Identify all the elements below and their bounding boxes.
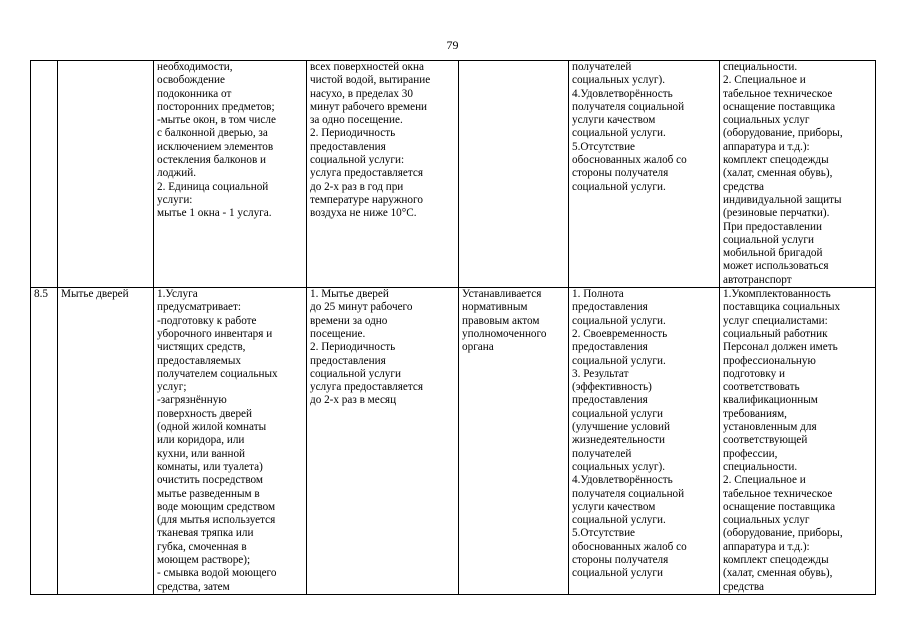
table-row (31, 288, 876, 595)
text-line: комплект спецодежды (723, 154, 829, 167)
text-line: При предоставлении (723, 220, 823, 233)
text-line: стороны получателя (572, 167, 669, 180)
cell-service-conditions (720, 288, 876, 595)
text-line: специальности. (723, 460, 798, 473)
text-line: подоконника от (157, 87, 232, 100)
text-line: 2. Единица социальной (157, 180, 269, 193)
text-line: -загрязнённую (157, 394, 227, 407)
text-line: посещение. (310, 327, 366, 340)
text-line: мобильной бригадой (723, 247, 823, 260)
text-line: (халат, сменная обувь), (723, 567, 833, 580)
text-line: температуре наружного (310, 193, 423, 206)
text-line: 3. Результат (572, 367, 629, 380)
text-line: 2. Специальное и (723, 74, 806, 87)
text-line: 5.Отсутствие (572, 527, 636, 540)
text-line: комплект спецодежды (723, 553, 829, 566)
text-line: предоставляемых (157, 354, 241, 367)
text-line: освобождение (157, 74, 225, 87)
text-line: социальных услуг (723, 114, 810, 127)
text-line: воздуха не ниже 10°С. (310, 207, 417, 220)
text-line: за одно посещение. (310, 114, 403, 127)
cell-service-content (154, 288, 307, 595)
text-line: услуга предоставляется (310, 167, 423, 180)
text-line: кухни, или ванной (157, 447, 246, 460)
text-line: - смывка водой моющего (157, 567, 277, 580)
text-line: поставщика социальных (723, 301, 841, 314)
text-line: средства, затем (157, 580, 230, 593)
text-line: 4.Удовлетворённость (572, 87, 673, 100)
text-line: социальной услуги. (572, 514, 666, 527)
text-line: соответствовать (723, 381, 800, 394)
text-line: до 2-х раз в месяц (310, 394, 397, 407)
text-line: стороны получателя (572, 553, 669, 566)
text-line: социальной услуги (310, 367, 401, 380)
text-line: подготовку и (723, 367, 785, 380)
cell-service-time (307, 61, 459, 288)
text-line: предоставления (310, 140, 386, 153)
text-line: Устанавливается (462, 288, 542, 301)
text-line: социальных услуг (723, 514, 810, 527)
cell-service-norm (459, 288, 569, 595)
text-line: предоставления (572, 341, 648, 354)
text-line: или коридора, или (157, 434, 245, 447)
text-line: предоставления (572, 301, 648, 314)
text-line: с балконной дверью, за (157, 127, 268, 140)
text-line: лоджий. (157, 167, 197, 180)
text-line: средства (723, 580, 765, 593)
text-line: профессиональную (723, 354, 816, 367)
text-line: 5.Отсутствие (572, 140, 636, 153)
text-line: до 2-х раз в год при (310, 180, 404, 193)
text-line: услуга предоставляется (310, 381, 423, 394)
text-line: услуг специалистами: (723, 314, 828, 327)
text-line: индивидуальной защиты (723, 193, 842, 206)
text-line: 4.Удовлетворённость (572, 474, 673, 487)
text-line: социальной услуги (572, 567, 663, 580)
text-line: установленным для (723, 421, 817, 434)
text-line: обоснованных жалоб со (572, 154, 687, 167)
text-line: -подготовку к работе (157, 314, 257, 327)
text-line: социальной услуги. (572, 127, 666, 140)
text-line: услуги: (157, 193, 193, 206)
text-line: оснащение поставщика (723, 100, 836, 113)
text-line: предусматривает: (157, 301, 241, 314)
text-line: жизнедеятельности (572, 434, 665, 447)
text-line: 1. Мытье дверей (310, 288, 389, 301)
text-line: услуги качеством (572, 114, 656, 127)
text-line: чистой водой, вытирание (310, 74, 431, 87)
text-line: комнаты, или туалета) (157, 460, 263, 473)
text-line: воде моющим средством (157, 500, 276, 513)
text-line: остекления балконов и (157, 154, 267, 167)
text-line: предоставления (310, 354, 386, 367)
text-line: органа (462, 341, 494, 354)
text-line: квалификационным (723, 394, 818, 407)
text-line: социальной услуги. (572, 314, 666, 327)
text-line: услуги качеством (572, 500, 656, 513)
text-line: средства (723, 180, 765, 193)
cell-service-quality (569, 61, 720, 288)
text-line: (резиновые перчатки). (723, 207, 830, 220)
text-line: тканевая тряпка или (157, 527, 254, 540)
text-line: (эффективность) (572, 381, 652, 394)
text-line: оснащение поставщика (723, 500, 836, 513)
text-line: профессии, (723, 447, 778, 460)
text-line: (для мытья используется (157, 514, 276, 527)
text-line: социальных услуг). (572, 74, 666, 87)
cell-service-norm (459, 61, 569, 288)
text-line: автотранспорт (723, 273, 792, 286)
text-line: (улучшение условий (572, 421, 670, 434)
page-number: 79 (446, 38, 459, 52)
text-line: (оборудование, приборы, (723, 527, 843, 540)
text-line: 2. Периодичность (310, 127, 396, 140)
text-line: -мытье окон, в том числе (157, 114, 276, 127)
text-line: предоставления (572, 394, 648, 407)
text-line: социальной услуги (723, 233, 814, 246)
text-line: исключением элементов (157, 140, 274, 153)
cell-service-name: Мытье дверей (58, 288, 154, 595)
text-line: мытье 1 окна - 1 услуга. (157, 207, 272, 220)
services-table (30, 60, 876, 595)
text-line: посторонних предметов; (157, 100, 275, 113)
text-line: требованиям, (723, 407, 787, 420)
text-line: насухо, в пределах 30 (310, 87, 413, 100)
cell-number (31, 61, 58, 288)
text-line: услуг; (157, 381, 187, 394)
text-line: нормативным (462, 301, 528, 314)
text-line: (оборудование, приборы, (723, 127, 843, 140)
text-line: (одной жилой комнаты (157, 421, 267, 434)
text-line: получателей (572, 447, 632, 460)
text-line: социальной услуги: (310, 154, 405, 167)
text-line: правовым актом (462, 314, 540, 327)
text-line: табельное техническое (723, 87, 833, 100)
text-line: мытье разведенным в (157, 487, 260, 500)
text-line: времени за одно (310, 314, 388, 327)
text-line: аппаратура и т.д.): (723, 140, 810, 153)
text-line: соответствующей (723, 434, 808, 447)
text-line: моющем растворе); (157, 553, 251, 566)
text-line: 1.Услуга (157, 288, 198, 301)
text-line: губка, смоченная в (157, 540, 247, 553)
text-line: получателя социальной (572, 100, 685, 113)
text-line: социальной услуги (572, 407, 663, 420)
cell-service-quality (569, 288, 720, 595)
text-line: табельное техническое (723, 487, 833, 500)
text-line: 1.Укомплектованность (723, 288, 831, 301)
cell-service-name (58, 61, 154, 288)
text-line: очистить посредством (157, 474, 263, 487)
text-line: аппаратура и т.д.): (723, 540, 810, 553)
cell-number: 8.5 (31, 288, 58, 595)
text-line: минут рабочего времени (310, 100, 428, 113)
text-line: чистящих средств, (157, 341, 246, 354)
cell-service-conditions (720, 61, 876, 288)
text-line: всех поверхностей окна (310, 61, 424, 73)
text-line: может использоваться (723, 260, 829, 273)
text-line: до 25 минут рабочего (310, 301, 413, 314)
text-line: 2. Своевременность (572, 327, 668, 340)
text-line: социальный работник (723, 327, 828, 340)
text-line: получателей (572, 61, 632, 73)
text-line: специальности. (723, 61, 798, 73)
text-line: социальной услуги. (572, 180, 666, 193)
text-line: 2. Специальное и (723, 474, 806, 487)
text-line: социальных услуг). (572, 460, 666, 473)
text-line: социальной услуги. (572, 354, 666, 367)
text-line: уполномоченного (462, 327, 547, 340)
text-line: необходимости, (157, 61, 233, 73)
text-line: обоснованных жалоб со (572, 540, 687, 553)
cell-service-time (307, 288, 459, 595)
text-line: 1. Полнота (572, 288, 624, 301)
text-line: (халат, сменная обувь), (723, 167, 833, 180)
text-line: уборочного инвентаря и (157, 327, 273, 340)
text-line: получателя социальной (572, 487, 685, 500)
text-line: Персонал должен иметь (723, 341, 838, 354)
text-line: получателем социальных (157, 367, 278, 380)
table-row (31, 61, 876, 288)
text-line: поверхность дверей (157, 407, 252, 420)
text-line: 2. Периодичность (310, 341, 396, 354)
cell-service-content (154, 61, 307, 288)
